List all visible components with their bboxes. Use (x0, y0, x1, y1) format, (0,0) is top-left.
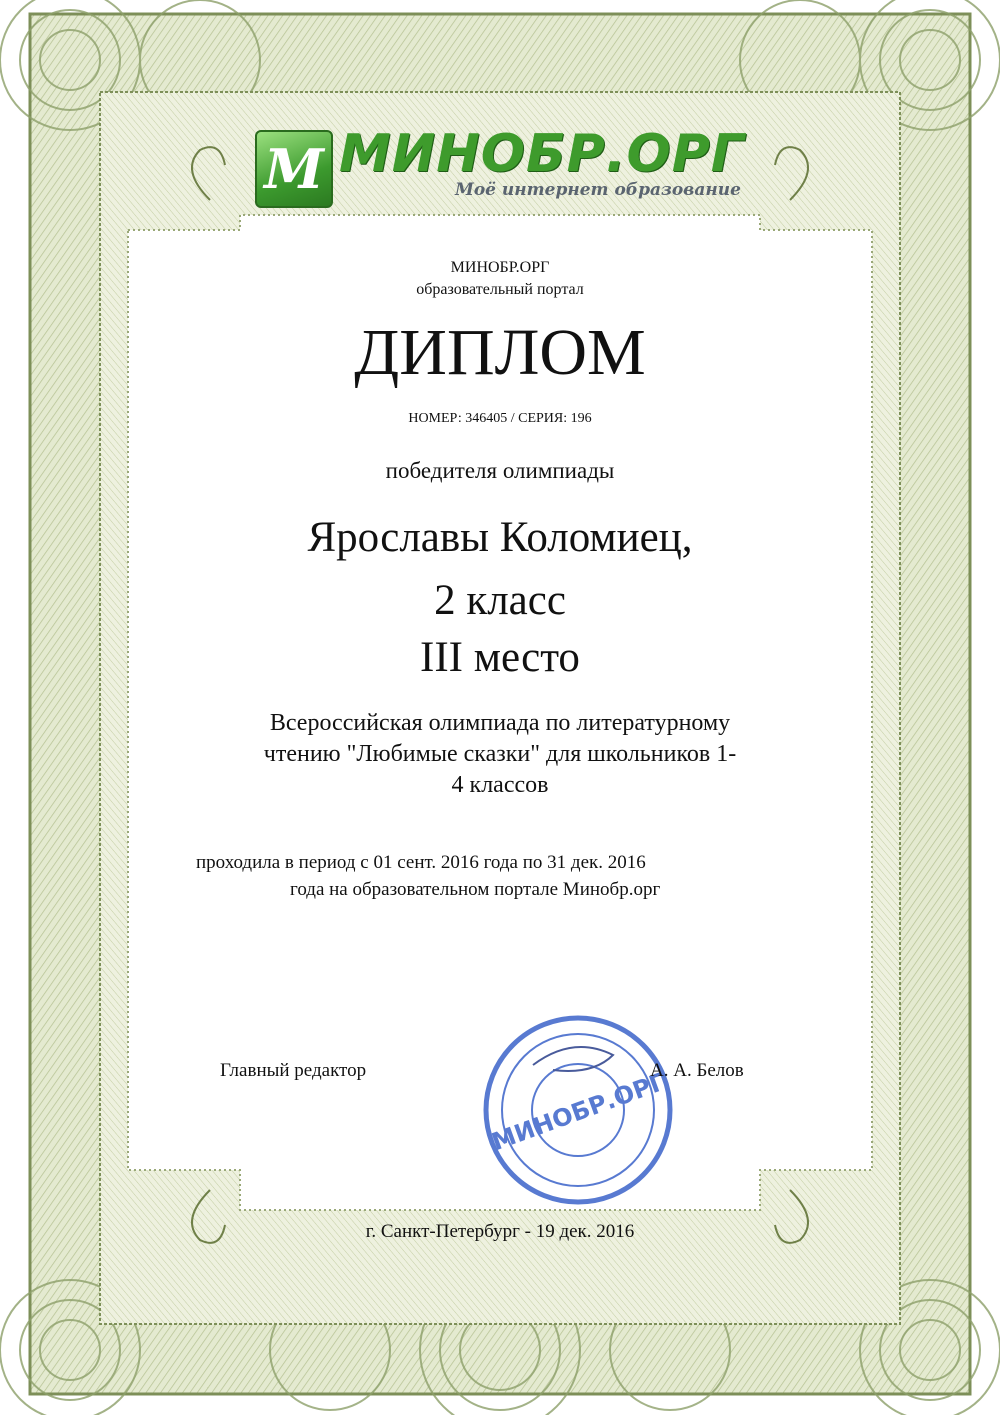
site-logo (255, 122, 775, 208)
olympiad-line: чтению "Любимые сказки" для школьников 1- (263, 741, 737, 767)
portal-header (0, 257, 1000, 301)
official-stamp (478, 1010, 678, 1210)
issue-city-date: г. Санкт-Петербург - 19 дек. 2016 (365, 1221, 635, 1242)
logo-wordmark: МИНОБР.ОРГ (339, 124, 745, 184)
period-line-1: проходила в период с 01 сент. 2016 года по 31 дек. 2016 (196, 852, 646, 873)
signer-role: Главный редактор (220, 1060, 367, 1081)
recipient-place: III место (420, 634, 580, 681)
diploma-title: ДИПЛОМ (354, 316, 646, 389)
logo-tagline: Моё интернет образование (455, 180, 741, 200)
recipient-grade: 2 класс (434, 577, 566, 624)
olympiad-name (190, 708, 810, 801)
signer-name: А. А. Белов (650, 1060, 744, 1081)
org-description: образовательный портал (416, 281, 584, 298)
diploma-serial: НОМЕР: 346405 / СЕРИЯ: 196 (408, 411, 592, 426)
org-name: МИНОБР.ОРГ (450, 259, 550, 276)
stamp-text: МИНОБР.ОРГ (488, 1067, 670, 1157)
olympiad-line: Всероссийская олимпиада по литературному (269, 710, 731, 736)
olympiad-line: 4 классов (451, 772, 549, 798)
recipient-name: Ярославы Коломиец, (307, 514, 693, 561)
period-line-2: года на образовательном портале Минобр.орг (290, 879, 661, 900)
diploma-subtitle: победителя олимпиады (385, 458, 615, 483)
logo-mark: M (255, 130, 333, 208)
